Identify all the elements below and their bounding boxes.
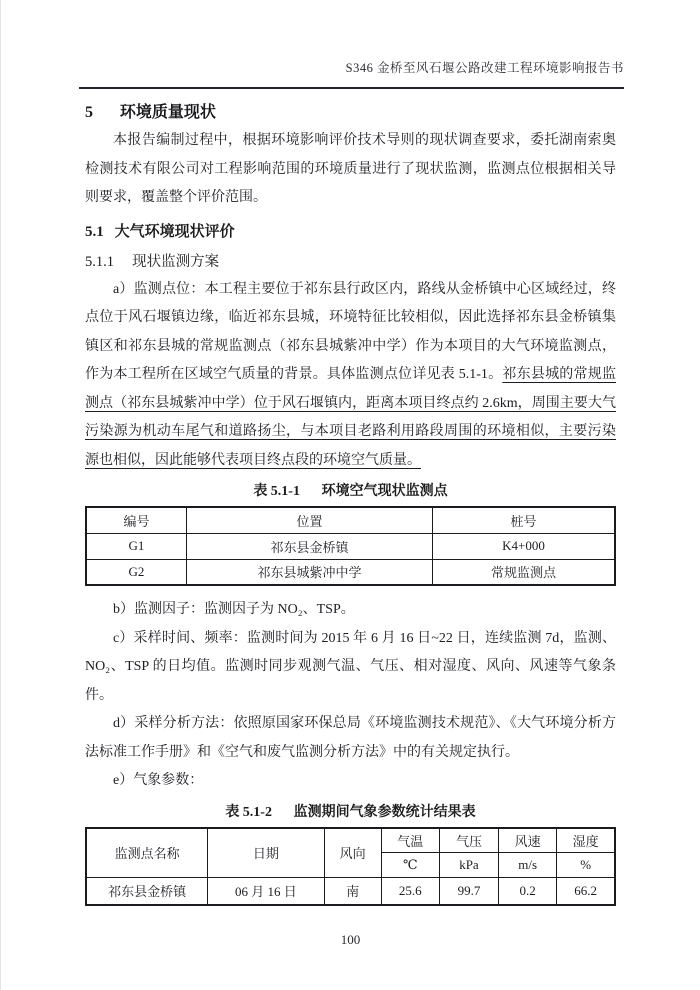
chapter-number: 5 — [85, 104, 93, 121]
page-header — [79, 58, 624, 89]
table-cell: 66.2 — [557, 878, 615, 905]
table-header-cell: 湿度 — [557, 828, 615, 853]
table-5-1-1-caption — [85, 480, 616, 502]
section-5-1-heading — [85, 221, 616, 243]
paragraph-a-underlined-text: 祁东县城的常规监测点（祁东县城紫冲中学）位于风石堰镇内，距离本项目终点约 2.6km，周围主要大气污染源为机动车尾气和道路扬尘，与本项目老路利用路段周围的环境相似，主要污染源也相似，因此能够代表项目终点段的环境空气质量。 — [85, 367, 616, 468]
table-cell: 99.7 — [439, 878, 498, 905]
table-5-1-1-caption-title: 环境空气现状监测点 — [321, 482, 448, 498]
table-cell: 06 月 16 日 — [208, 878, 324, 905]
table-cell: 祁东县城紫冲中学 — [187, 559, 433, 585]
table-5-1-2-header-row-1 — [86, 828, 615, 853]
table-header-cell: 桩号 — [432, 507, 615, 533]
table-5-1-2-caption — [85, 801, 616, 823]
table-5-1-1-caption-label: 表 5.1-1 — [253, 484, 300, 499]
table-5-1-2-caption-label: 表 5.1-2 — [225, 804, 272, 820]
section-5-1-number: 5.1 — [85, 223, 104, 240]
section-5-1-1-title: 现状监测方案 — [132, 253, 220, 270]
section-5-1-title: 大气环境现状评价 — [114, 222, 235, 240]
section-5-1-1-number: 5.1.1 — [85, 253, 114, 270]
header-title: S346 金桥至风石堰公路改建工程环境影响报告书 — [345, 61, 624, 75]
table-cell: K4+000 — [432, 533, 615, 559]
paragraph-b: b）监测因子：监测因子为 NO₂、TSP。 — [113, 602, 355, 617]
table-cell: G2 — [86, 559, 187, 585]
table-unit-cell: % — [557, 853, 615, 878]
table-header-cell: 日期 — [208, 828, 324, 878]
table-5-1-1 — [85, 506, 616, 586]
table-header-cell: 监测点名称 — [86, 828, 208, 878]
paragraph-e: e）气象参数： — [113, 773, 204, 788]
table-header-cell: 编号 — [86, 507, 187, 533]
table-cell: 祁东县金桥镇 — [86, 878, 208, 905]
section-5-1-1-heading — [85, 252, 616, 273]
table-cell: 常规监测点 — [432, 559, 615, 585]
page-content — [85, 101, 616, 906]
chapter-heading — [85, 101, 616, 124]
table-row — [86, 878, 615, 905]
table-5-1-1-header-row — [86, 507, 615, 533]
table-header-cell: 气压 — [439, 828, 498, 853]
paragraph-a-text: a）监测点位：本工程主要位于祁东县行政区内，路线从金桥镇中心区域经过，终点位于风石堰镇边缘，临近祁东县城，环境特征比较相似，因此选择祁东县金桥镇集镇区和祁东县城的常规监测点（祁东县城紫冲中学）作为本项目的大气环境监测点，作为本工程所在区域空气质量的背景。具体监测点位详见表 5.1-1。 — [85, 281, 616, 382]
table-cell: 0.2 — [499, 878, 557, 905]
table-cell: 祁东县金桥镇 — [187, 533, 433, 559]
table-unit-cell: kPa — [439, 853, 498, 878]
paragraph-d: d）采样分析方法：依照原国家环保总局《环境监测技术规范》、《大气环境分析方法标准工作手册》和《空气和废气监测分析方法》中的有关规定执行。 — [85, 716, 616, 760]
table-unit-cell: m/s — [499, 853, 557, 878]
table-unit-cell: ℃ — [381, 853, 439, 878]
table-row — [86, 559, 615, 585]
table-5-1-2-caption-title: 监测期间气象参数统计结果表 — [293, 802, 476, 819]
chapter-title: 环境质量现状 — [119, 104, 216, 121]
table-cell: G1 — [86, 533, 187, 559]
table-cell: 25.6 — [381, 878, 439, 905]
page-footer — [1, 932, 700, 948]
table-header-cell: 位置 — [187, 507, 433, 533]
table-header-cell: 风向 — [324, 828, 381, 878]
page-number: 100 — [340, 932, 361, 947]
table-5-1-2 — [85, 827, 616, 906]
table-header-cell: 气温 — [381, 828, 439, 853]
table-header-cell: 风速 — [499, 828, 557, 853]
intro-paragraph: 本报告编制过程中，根据环境影响评价技术导则的现状调查要求，委托湖南索奥检测技术有限公司对工程影响范围的环境质量进行了现状监测，监测点位根据相关导则要求，覆盖整个评价范围。 — [85, 133, 616, 205]
paragraph-a — [85, 276, 616, 476]
table-cell: 南 — [324, 878, 381, 905]
paragraph-c: c）采样时间、频率：监测时间为 2015 年 6 月 16 日~22 日，连续监测 7d，监测、NO₂、TSP 的日均值。监测时同步观测气温、气压、相对湿度、风向、风速等气象条件。 — [85, 630, 616, 703]
table-row — [86, 533, 615, 559]
